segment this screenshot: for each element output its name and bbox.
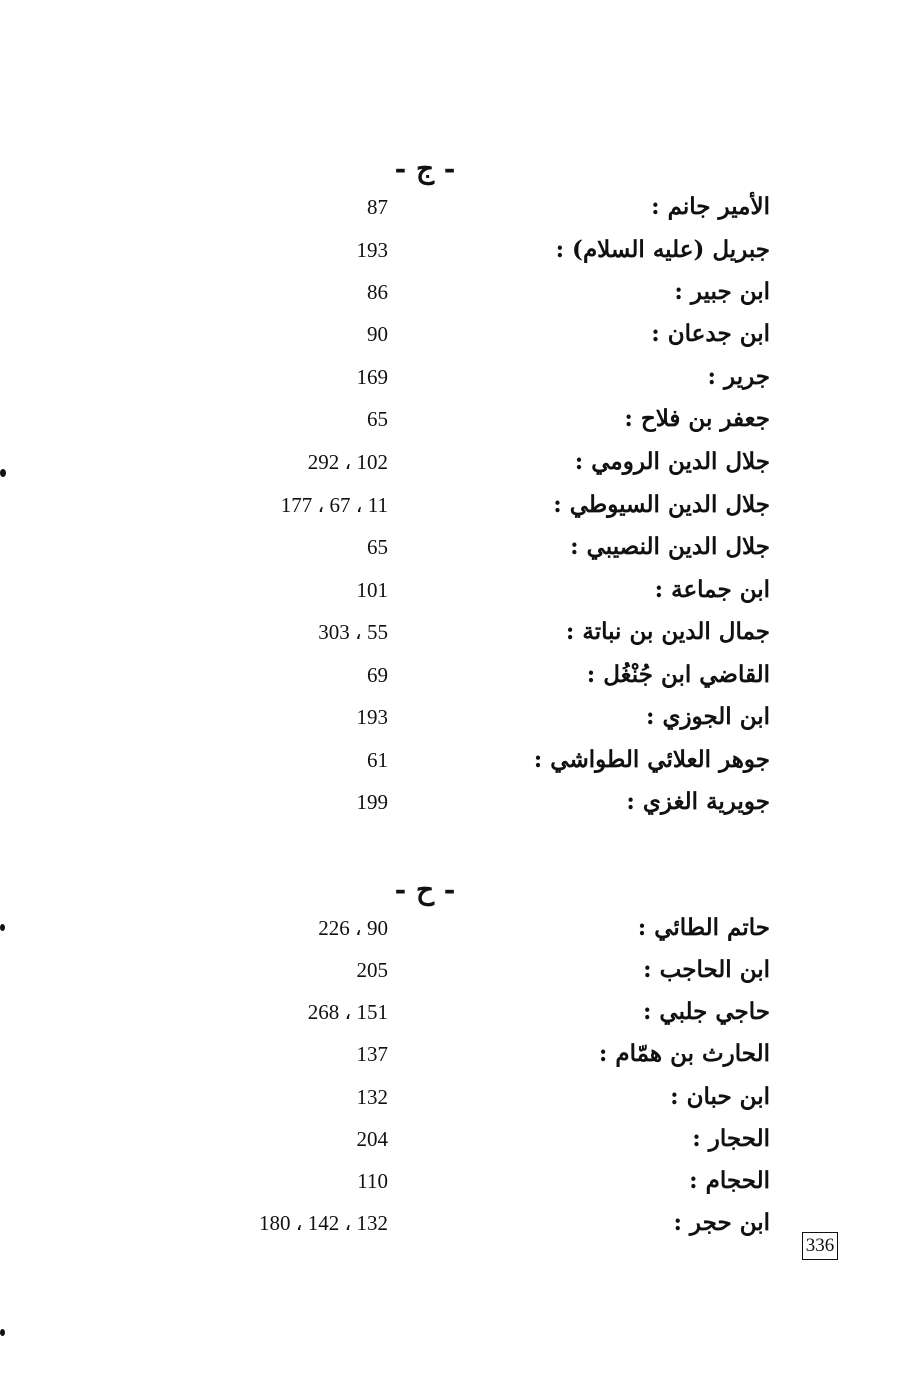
- entry-pages: 110: [357, 1169, 388, 1193]
- entry-pages: 87: [367, 195, 388, 219]
- entry-pages: 137: [356, 1042, 388, 1066]
- entry-pages: 204: [356, 1127, 388, 1151]
- entry-name: حاجي جلبي :: [642, 998, 770, 1025]
- entry-pages: 86: [367, 280, 388, 304]
- entry-pages: 11 ، 67 ، 177: [280, 493, 388, 517]
- entry-name: القاضي ابن جُنْغُل :: [586, 661, 770, 688]
- entry-pages: 193: [356, 238, 388, 262]
- entry-name: الحجام :: [689, 1167, 770, 1194]
- scan-speck: [0, 1329, 5, 1336]
- entry-pages: 65: [367, 535, 388, 559]
- entry-name: ابن الحاجب :: [643, 956, 770, 983]
- scan-speck: [0, 469, 6, 477]
- entry-name: حاتم الطائي :: [637, 914, 770, 941]
- index-entry: [230, 187, 770, 227]
- entry-pages: 55 ، 303: [318, 620, 388, 644]
- index-entry: [230, 655, 770, 695]
- index-entry: [230, 570, 770, 610]
- entry-pages: 61: [367, 748, 388, 772]
- index-entry: [230, 697, 770, 737]
- entry-name: ابن الجوزي :: [645, 703, 770, 730]
- entry-pages: 90 ، 226: [318, 916, 388, 940]
- index-entry: [230, 485, 770, 525]
- entry-name: ابن حبان :: [670, 1083, 770, 1110]
- entry-pages: 199: [356, 790, 388, 814]
- entry-pages: 169: [356, 365, 388, 389]
- index-entry: [230, 399, 770, 439]
- index-entry: [230, 992, 770, 1032]
- entry-name: ابن حجر :: [673, 1209, 770, 1236]
- entry-pages: 69: [367, 663, 388, 687]
- entry-pages: 101: [356, 578, 388, 602]
- entry-name: جعفر بن فلاح :: [624, 405, 770, 432]
- entry-name: جبريل (عليه السلام) :: [555, 236, 770, 263]
- index-entry: [230, 357, 770, 397]
- index-entry: [230, 740, 770, 780]
- index-entry: [230, 1077, 770, 1117]
- entry-name: ابن جدعان :: [651, 320, 770, 347]
- entry-pages: 193: [356, 705, 388, 729]
- entry-pages: 151 ، 268: [307, 1000, 388, 1024]
- entry-name: جويرية الغزي :: [626, 788, 770, 815]
- index-entry: [230, 314, 770, 354]
- index-entry: [230, 782, 770, 822]
- entry-name: جلال الدين النصيبي :: [570, 533, 770, 560]
- entry-pages: 205: [356, 958, 388, 982]
- index-entry: [230, 1161, 770, 1201]
- index-entry: [230, 272, 770, 312]
- entry-pages: 132 ، 142 ، 180: [258, 1211, 388, 1235]
- entry-name: ابن جبير :: [674, 278, 770, 305]
- entry-name: جوهر العلائي الطواشي :: [533, 746, 770, 773]
- entry-name: جلال الدين السيوطي :: [553, 491, 770, 518]
- scan-speck: [0, 924, 5, 931]
- index-entry: [230, 612, 770, 652]
- entry-name: ابن جماعة :: [654, 576, 770, 603]
- entry-name: الأمير جانم :: [651, 193, 770, 220]
- section-header-ha: - ح -: [394, 873, 456, 906]
- index-entry: [230, 908, 770, 948]
- entry-name: جرير :: [707, 363, 770, 390]
- section-header-jim: - ج -: [394, 152, 456, 185]
- entry-pages: 132: [356, 1085, 388, 1109]
- page-number-box: 336: [802, 1232, 838, 1260]
- index-entry: [230, 442, 770, 482]
- entry-name: الحارث بن همّام :: [598, 1040, 770, 1067]
- index-entry: [230, 1119, 770, 1159]
- index-entry: [230, 1203, 770, 1243]
- index-entry: [230, 230, 770, 270]
- index-entry: [230, 1034, 770, 1074]
- entry-name: الحجار :: [692, 1125, 770, 1152]
- entry-pages: 102 ، 292: [307, 450, 388, 474]
- index-entry: [230, 527, 770, 567]
- entry-pages: 90: [367, 322, 388, 346]
- entry-name: جمال الدين بن نباتة :: [565, 618, 770, 645]
- index-entry: [230, 950, 770, 990]
- entry-name: جلال الدين الرومي :: [574, 448, 770, 475]
- entry-pages: 65: [367, 407, 388, 431]
